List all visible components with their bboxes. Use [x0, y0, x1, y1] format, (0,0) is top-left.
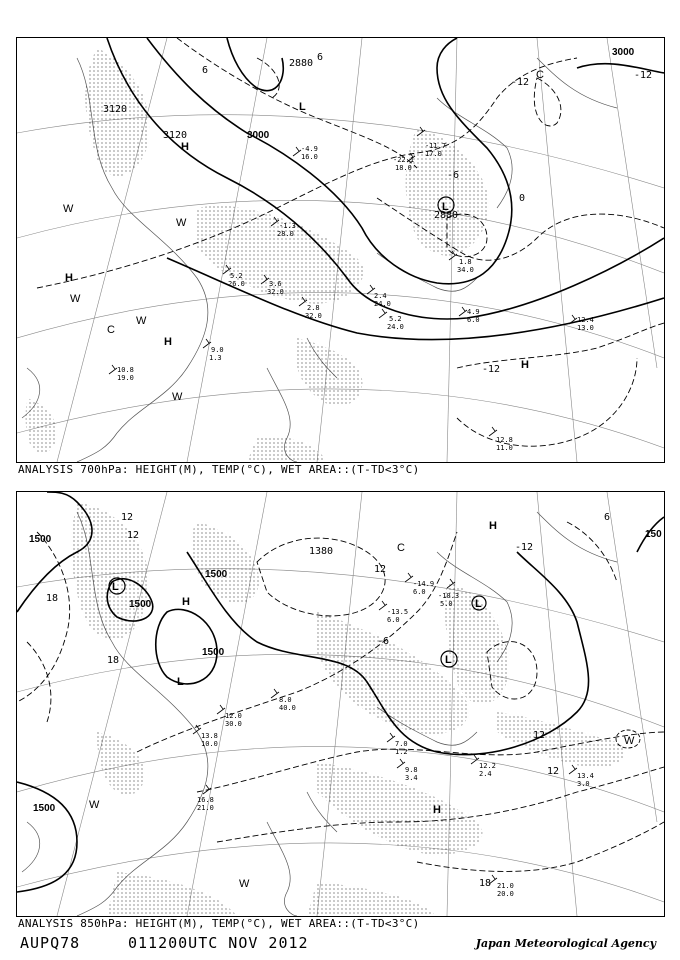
- station-temp: -22.1: [393, 156, 415, 164]
- height-label: 3000: [612, 47, 635, 58]
- low-pressure-symbol: L: [112, 581, 119, 593]
- temp-label: -12: [482, 364, 501, 375]
- station-temp: -14.9: [413, 580, 435, 588]
- station-plot: [379, 601, 408, 624]
- station-dewpoint-depression: 13.0: [577, 324, 594, 332]
- station-dewpoint-depression: 21.0: [197, 804, 214, 812]
- high-pressure-symbol: H: [65, 272, 73, 284]
- temp-label: 0: [519, 193, 526, 204]
- station-plot: [569, 765, 594, 788]
- low-pressure-symbol: L: [445, 654, 452, 666]
- station-dewpoint-depression: 11.0: [496, 444, 513, 452]
- station-temp: -13.5: [387, 608, 409, 616]
- height-label: 150: [645, 529, 662, 540]
- warm-core-symbol: W: [63, 203, 74, 215]
- high-pressure-symbol: H: [433, 804, 441, 816]
- station-temp: 10.8: [117, 366, 134, 374]
- station-temp: -11.7: [425, 142, 447, 150]
- station-dewpoint-depression: 28.0: [277, 230, 294, 238]
- station-plot: [459, 307, 480, 324]
- station-dewpoint-depression: 30.0: [225, 720, 242, 728]
- warm-core-symbol: W: [89, 799, 100, 811]
- temp-label: 6: [317, 52, 324, 63]
- station-plot: [109, 365, 134, 382]
- station-temp: -4.9: [301, 145, 318, 153]
- temp-label: 12: [547, 766, 560, 777]
- station-temp: 1.8: [459, 258, 472, 266]
- low-pressure-symbol: L: [475, 598, 482, 610]
- temp-label: 18: [107, 655, 120, 666]
- station-temp: 13.8: [201, 732, 218, 740]
- station-dewpoint-depression: 10.0: [201, 740, 218, 748]
- station-dewpoint-depression: 1.2: [395, 748, 408, 756]
- station-dewpoint-depression: 6.0: [413, 588, 426, 596]
- wet-area: [26, 48, 489, 462]
- high-pressure-symbol: H: [164, 336, 172, 348]
- temp-label: -6: [447, 170, 460, 181]
- station-dewpoint-depression: 2.4: [479, 770, 492, 778]
- station-dewpoint-depression: 32.0: [267, 288, 284, 296]
- station-temp: 12.0: [225, 712, 242, 720]
- height-label: 1500: [33, 803, 56, 814]
- station-dewpoint-depression: 40.0: [279, 704, 296, 712]
- cold-core-symbol: C: [536, 69, 544, 81]
- warm-core-symbol: W: [136, 315, 147, 327]
- cold-core-symbol: C: [397, 542, 405, 554]
- station-temp: 7.0: [395, 740, 408, 748]
- warm-core-symbol: W: [70, 293, 81, 305]
- station-plot: [397, 759, 418, 782]
- agency-name: Japan Meteorological Agency: [475, 937, 656, 950]
- height-labels: [103, 47, 635, 221]
- temp-label: 18: [479, 878, 492, 889]
- height-label: 1380: [309, 546, 334, 557]
- temp-label: 12: [121, 512, 134, 523]
- station-dewpoint-depression: 16.0: [301, 153, 318, 161]
- panel-caption-700hpa: ANALYSIS 700hPa: HEIGHT(M), TEMP(°C), WET AREA::(T-TD<3°C): [18, 463, 420, 476]
- station-dewpoint-depression: 1.3: [209, 354, 222, 362]
- height-label: 3000: [247, 130, 270, 141]
- cold-core-symbol: C: [107, 324, 115, 336]
- temp-label: 12: [533, 730, 546, 741]
- station-temp: 12.2: [479, 762, 496, 770]
- station-plot: [367, 285, 391, 308]
- map-panel-850hpa: [16, 491, 665, 917]
- station-dewpoint-depression: 6.0: [387, 616, 400, 624]
- map-panel-700hpa: [16, 37, 665, 463]
- station-dewpoint-depression: 17.0: [425, 150, 442, 158]
- station-dewpoint-depression: 6.0: [467, 316, 480, 324]
- temp-label: 6: [604, 512, 611, 523]
- station-plot: [217, 705, 242, 728]
- station-plot: [569, 315, 594, 332]
- station-temp: 9.8: [405, 766, 418, 774]
- low-pressure-symbol: L: [299, 101, 306, 113]
- height-label: 1500: [205, 569, 228, 580]
- station-plot: [193, 725, 218, 748]
- temp-label: -12: [511, 77, 530, 88]
- height-label: 1500: [29, 534, 52, 545]
- temp-label: 18: [46, 593, 59, 604]
- low-pressure-symbol: L: [177, 676, 184, 688]
- map-850hpa-svg: [17, 492, 664, 916]
- station-temp: 13.4: [577, 772, 594, 780]
- warm-core-symbol: W: [239, 878, 250, 890]
- station-temp: 12.8: [496, 436, 513, 444]
- station-plot: [387, 733, 408, 756]
- high-pressure-symbol: H: [521, 359, 529, 371]
- station-temp: -1.3: [279, 222, 296, 230]
- warm-core-symbol: W: [624, 735, 635, 747]
- temp-label: 6: [202, 65, 209, 76]
- station-dewpoint-depression: 19.0: [117, 374, 134, 382]
- high-pressure-symbol: H: [181, 141, 189, 153]
- station-temp: 21.0: [497, 882, 514, 890]
- height-label: 3120: [103, 104, 128, 115]
- warm-core-symbol: W: [176, 217, 187, 229]
- station-temp: 2.4: [374, 292, 387, 300]
- station-dewpoint-depression: 20.0: [497, 890, 514, 898]
- temp-label: -12: [634, 70, 653, 81]
- station-dewpoint-depression: 24.0: [387, 323, 404, 331]
- product-code: AUPQ78: [20, 934, 81, 952]
- valid-time: 011200UTC NOV 2012: [128, 934, 309, 952]
- height-label: 2880: [289, 58, 314, 69]
- station-plot: [405, 573, 434, 596]
- station-dewpoint-depression: 32.0: [305, 312, 322, 320]
- temp-label: -6: [377, 636, 390, 647]
- station-temp: 12.4: [577, 316, 594, 324]
- station-dewpoint-depression: 34.0: [457, 266, 474, 274]
- height-label: 3120: [163, 130, 188, 141]
- station-dewpoint-depression: 5.0: [440, 600, 453, 608]
- station-plot: [471, 755, 496, 778]
- station-dewpoint-depression: 24.0: [374, 300, 391, 308]
- station-plot: [489, 875, 514, 898]
- station-dewpoint-depression: 26.0: [228, 280, 245, 288]
- temp-label: -12: [515, 542, 534, 553]
- height-label: 2880: [434, 210, 459, 221]
- station-temp: 8.0: [279, 696, 292, 704]
- station-dewpoint-depression: 18.0: [395, 164, 412, 172]
- station-temp: 5.2: [230, 272, 243, 280]
- warm-core-symbol: W: [172, 391, 183, 403]
- station-dewpoint-depression: 3.4: [405, 774, 418, 782]
- station-plot: [393, 153, 415, 172]
- station-temp: -10.3: [438, 592, 460, 600]
- low-pressure-symbol: L: [442, 201, 449, 213]
- map-700hpa-svg: [17, 38, 664, 462]
- station-dewpoint-depression: 3.0: [577, 780, 590, 788]
- high-pressure-symbol: H: [489, 520, 497, 532]
- panel-caption-850hpa: ANALYSIS 850hPa: HEIGHT(M), TEMP(°C), WET AREA::(T-TD<3°C): [18, 917, 420, 930]
- station-temp: 16.8: [197, 796, 214, 804]
- station-temp: 9.0: [211, 346, 224, 354]
- station-temp: 2.8: [307, 304, 320, 312]
- height-label: 1500: [129, 599, 152, 610]
- station-plot: [203, 339, 224, 362]
- station-temp: 3.6: [269, 280, 282, 288]
- temp-label: 12: [127, 530, 140, 541]
- station-plot: [271, 689, 296, 712]
- station-temp: 5.2: [389, 315, 402, 323]
- temp-label: 12: [374, 564, 387, 575]
- station-temp: 4.9: [467, 308, 480, 316]
- high-pressure-symbol: H: [182, 596, 190, 608]
- station-plot: [293, 145, 318, 161]
- height-label: 1500: [202, 647, 225, 658]
